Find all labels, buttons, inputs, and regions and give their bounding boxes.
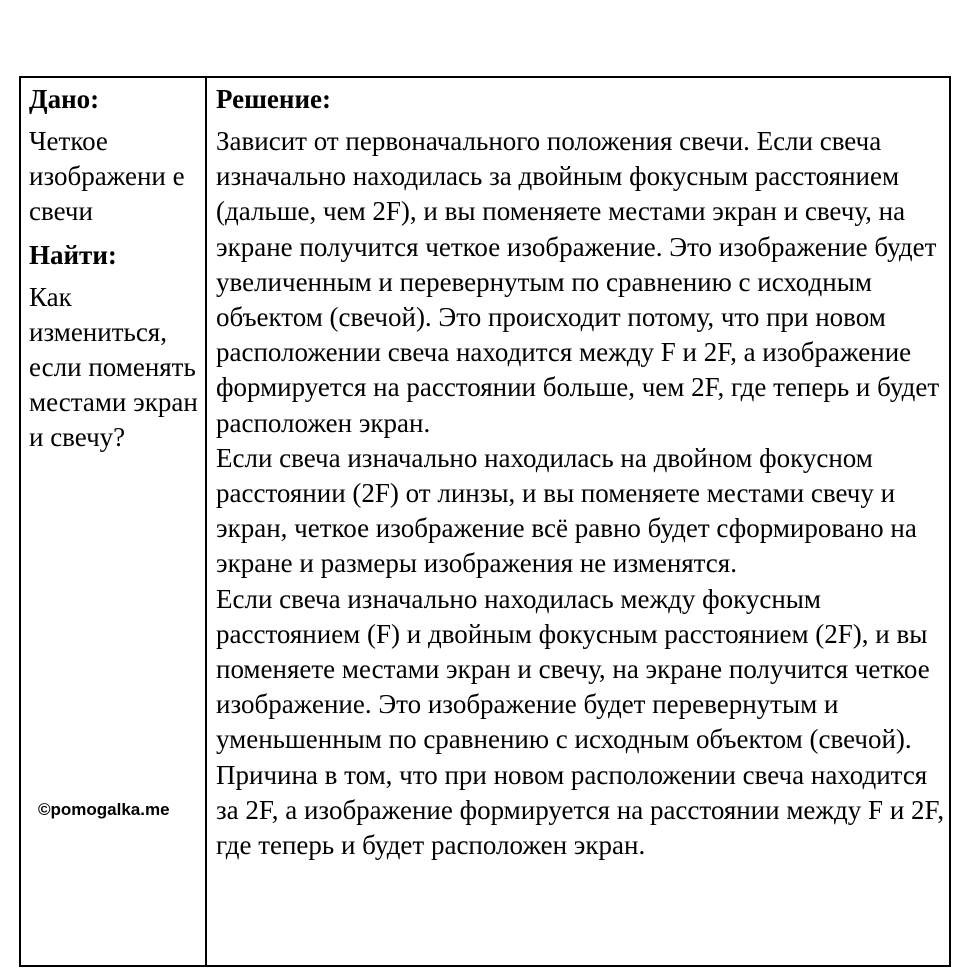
find-heading: Найти: <box>29 239 117 270</box>
solution-paragraph: Если свеча изначально находилась между фокусным расстоянием (F) и двойным фокусным расстоянием (2F), и вы поменяете местами экран и свечу, на экране получится четкое изображение. Это изображение будет перевернутым и уменьшенным по сравнению с исходным объектом (свечой). Причина в том, что при новом расположении свеча находится за 2F, а изображение формируется на расстоянии между F и 2F, где теперь и будет расположен экран. <box>216 583 945 861</box>
column-divider <box>205 78 207 965</box>
solution-body <box>216 124 948 863</box>
solution-paragraph: Зависит от первоначального положения свечи. Если свеча изначально находилась за двойным фокусным расстоянием (дальше, чем 2F), и вы поменяете местами экран и свечу, на экране получится четкое изображение. Это изображение будет увеличенным и перевернутым по сравнению с исходным объектом (свечой). Это происходит потому, что при новом расположении свеча находится между F и 2F, а изображение формируется на расстоянии больше, чем 2F, где теперь и будет расположен экран. <box>216 126 940 438</box>
given-text: Четкое изображени е свечи <box>29 126 185 227</box>
solution-table <box>19 76 951 967</box>
watermark: ©pomogalka.me <box>38 800 170 819</box>
solution-heading: Решение: <box>216 84 331 114</box>
solution-paragraph: Если свеча изначально находилась на двойном фокусном расстоянии (2F) от линзы, и вы поменяете местами свечу и экран, четкое изображение всё равно будет сформировано на экране и размеры изображения не изменятся. <box>216 442 917 579</box>
solution-column <box>216 80 948 863</box>
given-find-column <box>29 80 201 456</box>
find-text: Как измениться, если поменять местами экран и свечу? <box>29 281 198 453</box>
given-heading: Дано: <box>29 84 100 114</box>
